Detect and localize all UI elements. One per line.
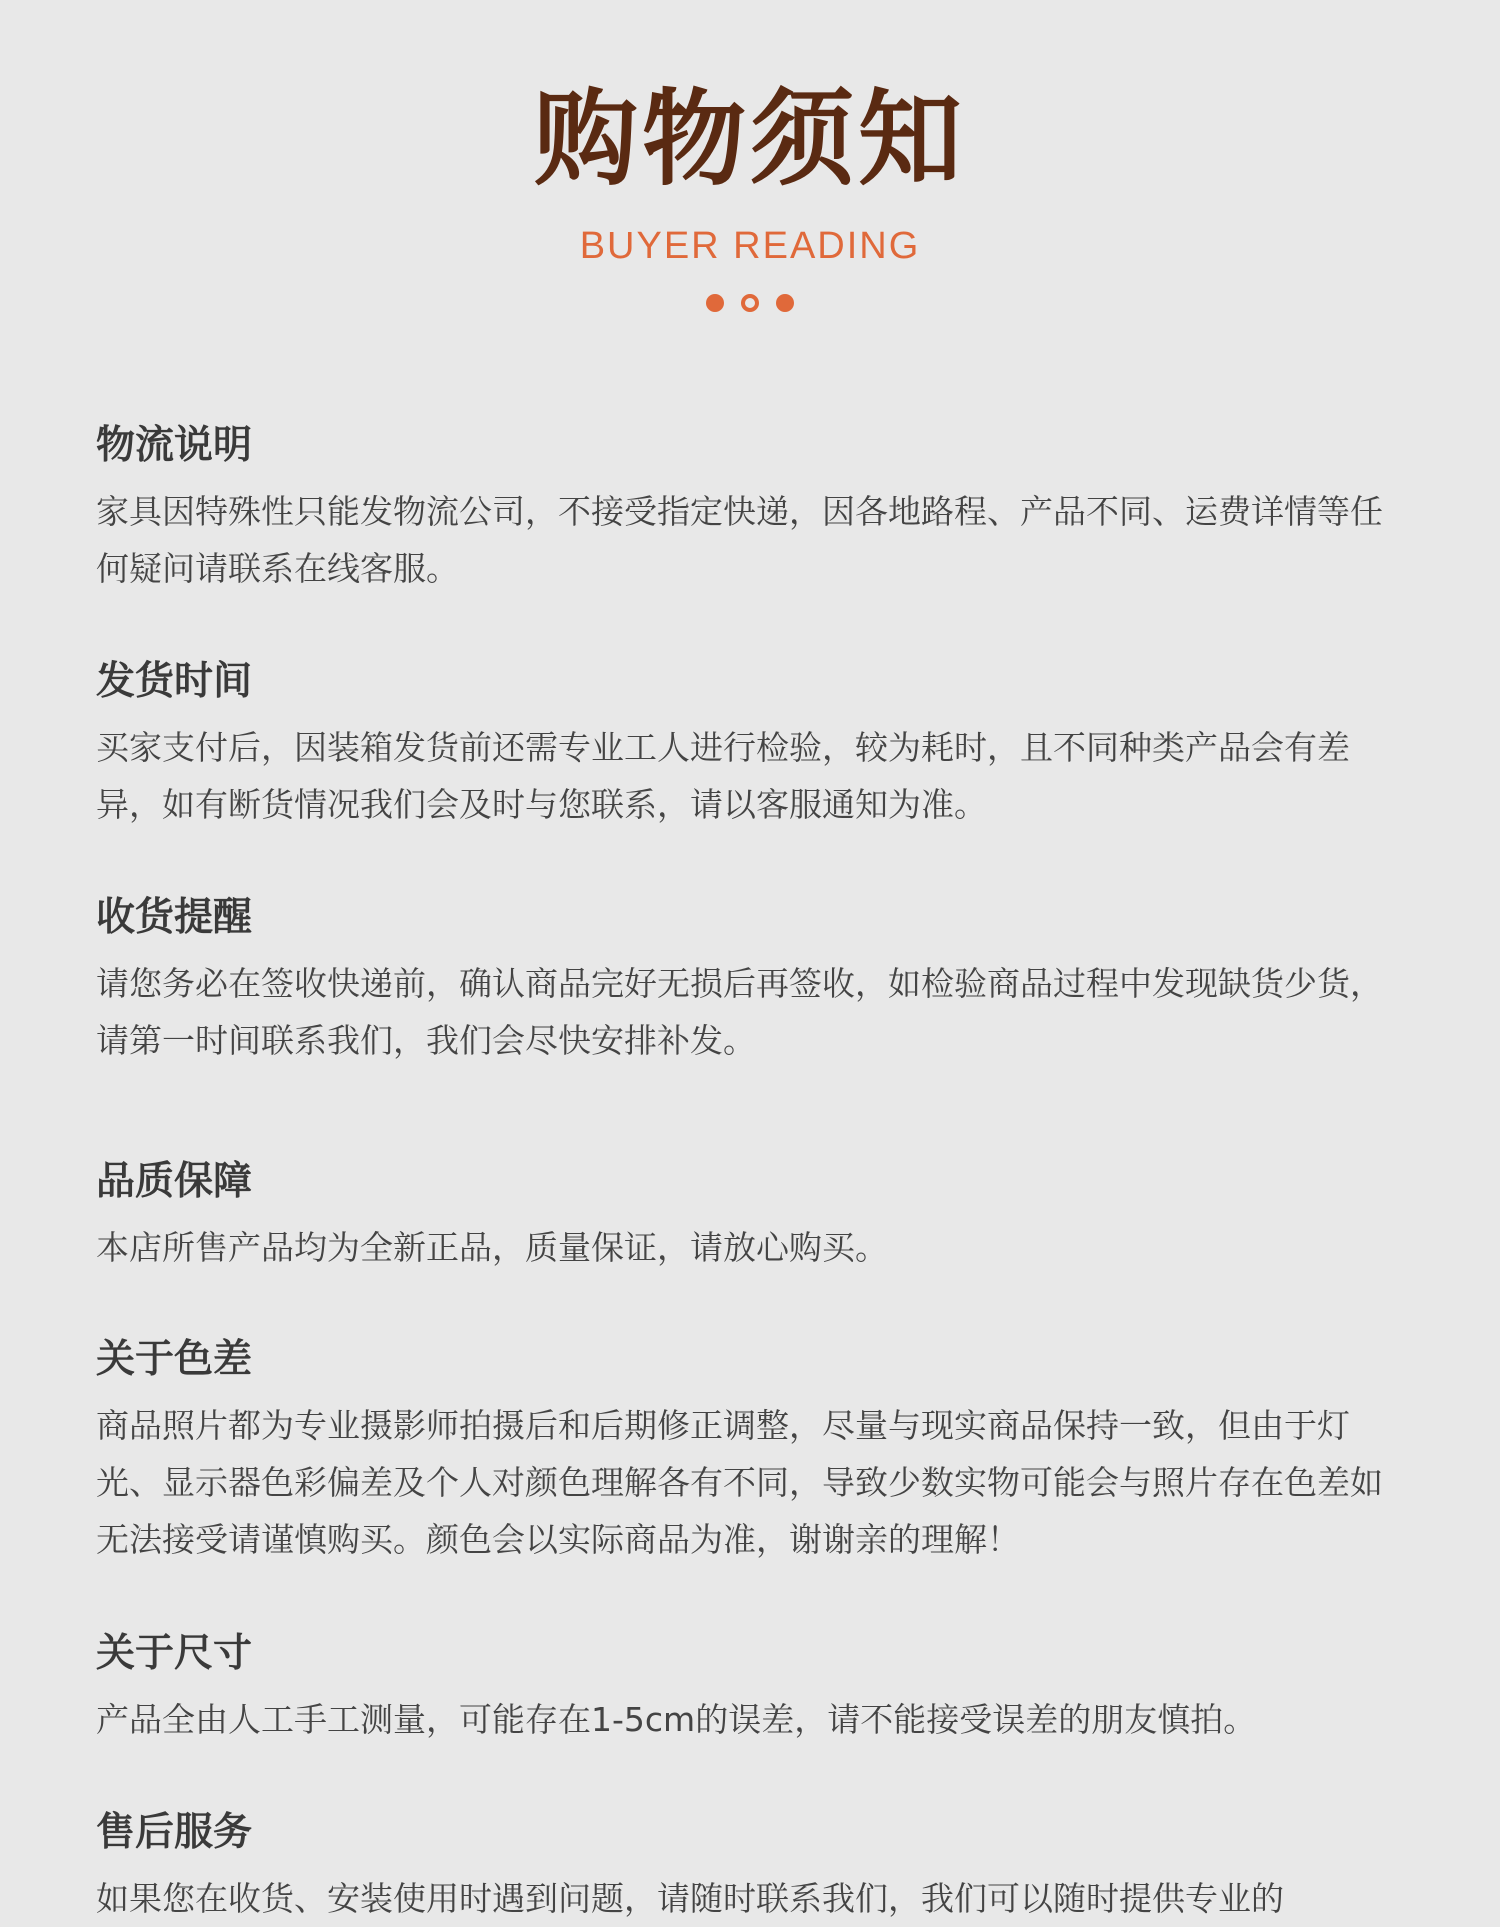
section-color-difference: [96, 1337, 1396, 1568]
section-body: 买家支付后，因装箱发货前还需专业工人进行检验，较为耗时，且不同种类产品会有差异，如有断货情况我们会及时与您联系，请以客服通知为准。: [96, 728, 1350, 824]
section-heading: 售后服务: [96, 1810, 253, 1855]
section-logistics: [96, 423, 1396, 597]
page-title: 购物须知: [533, 78, 966, 200]
section-heading: 关于尺寸: [96, 1631, 253, 1676]
section-after-sales: [96, 1810, 1396, 1927]
page-subtitle: BUYER READING: [579, 225, 921, 267]
dot-icon: [706, 294, 724, 312]
section-body: 家具因特殊性只能发物流公司，不接受指定快递，因各地路程、产品不同、运费详情等任何疑问请联系在线客服。: [96, 492, 1383, 588]
section-body: 请您务必在签收快递前，确认商品完好无损后再签收，如检验商品过程中发现缺货少货，请第一时间联系我们，我们会尽快安排补发。: [96, 964, 1383, 1060]
section-heading: 品质保障: [96, 1159, 253, 1204]
section-heading: 收货提醒: [96, 895, 253, 940]
dot-icon: [776, 294, 794, 312]
section-size: [96, 1631, 1396, 1748]
section-heading: 物流说明: [96, 423, 253, 468]
decorative-dots: [700, 293, 800, 313]
hollow-dot-icon: [741, 294, 759, 312]
section-shipping-time: [96, 659, 1396, 833]
section-body: 如果您在收货、安装使用时遇到问题，请随时联系我们，我们可以随时提供专业的: [96, 1879, 1284, 1918]
section-body: 产品全由人工手工测量，可能存在1-5cm的误差，请不能接受误差的朋友慎拍。: [96, 1700, 1257, 1739]
section-heading: 关于色差: [96, 1337, 253, 1382]
section-body: 本店所售产品均为全新正品，质量保证，请放心购买。: [96, 1228, 888, 1267]
section-body: 商品照片都为专业摄影师拍摄后和后期修正调整，尽量与现实商品保持一致，但由于灯光、显示器色彩偏差及个人对颜色理解各有不同，导致少数实物可能会与照片存在色差如无法接受请谨慎购买。颜色会以实际商品为准，谢谢亲的理解！: [96, 1406, 1383, 1559]
section-quality-guarantee: [96, 1159, 1396, 1276]
section-heading: 发货时间: [96, 659, 253, 704]
section-receipt-reminder: [96, 895, 1396, 1069]
